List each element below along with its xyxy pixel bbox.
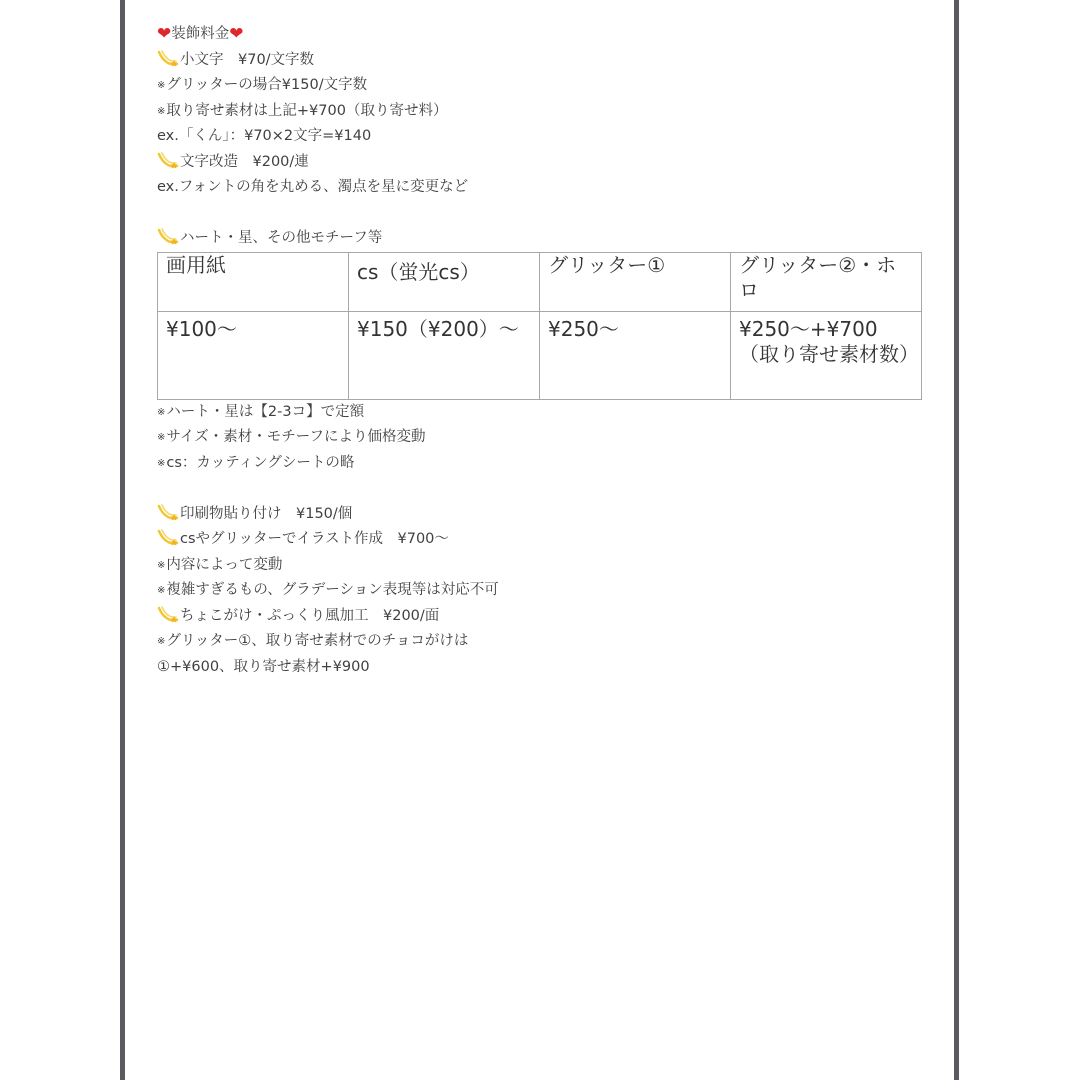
motif-heading: [157, 226, 937, 252]
price-item-line: [157, 502, 937, 528]
dizzy-star-icon: [157, 527, 179, 547]
price-table-header-row: [158, 252, 922, 311]
example-line: [157, 655, 937, 681]
bottom-lines: [157, 502, 937, 681]
header-cell: グリッター②・ホロ: [731, 252, 922, 311]
note-line: ※cs：カッティングシートの略: [157, 454, 355, 471]
line-text: 複雑すぎるもの、グラデーション表現等は対応不可: [166, 582, 499, 598]
example-line: [157, 124, 937, 150]
document-body: [157, 22, 937, 680]
value-cell: ¥100〜: [158, 311, 349, 399]
note-mark: ※: [157, 80, 166, 91]
note-mark: ※: [157, 636, 166, 647]
line-text: グリッター①、取り寄せ素材でのチョコがけは: [166, 633, 469, 649]
line-text: 小文字 ¥70/文字数: [180, 51, 315, 68]
page-border-right: [954, 0, 959, 1080]
header-cell: cs（蛍光cs）: [349, 252, 540, 311]
line-text: ①+¥600、取り寄せ素材+¥900: [157, 658, 370, 675]
note-line: ※サイズ・素材・モチーフにより価格変動: [157, 429, 426, 445]
line-text: グリッターの場合¥150/文字数: [166, 77, 368, 93]
dizzy-star-icon: [157, 502, 179, 522]
line-text: 内容によって変動: [166, 556, 283, 573]
heart-icon: ❤: [229, 24, 244, 44]
value-cell: ¥250〜: [540, 311, 731, 399]
note-mark: ※: [157, 559, 166, 571]
motif-heading-text: ハート・星、その他モチーフ等: [180, 230, 383, 246]
heart-icon: ❤: [157, 24, 172, 44]
title-text: 装飾料金: [171, 26, 230, 42]
note-line: [157, 99, 937, 125]
price-table-value-row: [158, 311, 922, 399]
line-text: ex.フォントの角を丸める、濁点を星に変更など: [157, 179, 469, 195]
note-line: [157, 553, 937, 579]
header-cell: 画用紙: [158, 252, 349, 311]
price-item-line: [157, 527, 937, 553]
dizzy-star-icon: [157, 604, 179, 624]
price-table: [157, 252, 922, 400]
line-text: ex.「くん」：¥70×2文字=¥140: [157, 128, 372, 144]
line-text: ちょこがけ・ぷっくり風加工 ¥200/面: [180, 607, 440, 624]
value-cell: ¥150（¥200）〜: [349, 311, 540, 399]
line-text: 取り寄せ素材は上記+¥700（取り寄せ料）: [166, 102, 448, 119]
dizzy-star-icon: [157, 48, 179, 68]
line-text: csやグリッターでイラスト作成 ¥700〜: [180, 531, 449, 547]
value-cell: ¥250〜+¥700（取り寄せ素材数）: [731, 311, 922, 399]
note-line: [157, 73, 937, 99]
section-title: [157, 22, 937, 48]
note-line: [157, 578, 937, 604]
header-cell: グリッター①: [540, 252, 731, 311]
example-line: [157, 175, 937, 201]
note-mark: ※: [157, 105, 166, 117]
note-line: ※ハート・星は【2-3コ】で定額: [157, 403, 365, 420]
line-text: 文字改造 ¥200/連: [180, 153, 309, 170]
note-line: [157, 629, 937, 655]
note-mark: ※: [157, 585, 166, 596]
price-item-line: [157, 604, 937, 630]
page-border-left: [120, 0, 125, 1080]
dizzy-star-icon: [157, 226, 179, 246]
dizzy-star-icon: [157, 150, 179, 170]
line-text: 印刷物貼り付け ¥150/個: [180, 505, 353, 522]
price-item-line: [157, 150, 937, 176]
price-item-line: [157, 48, 937, 74]
top-lines: [157, 48, 937, 201]
